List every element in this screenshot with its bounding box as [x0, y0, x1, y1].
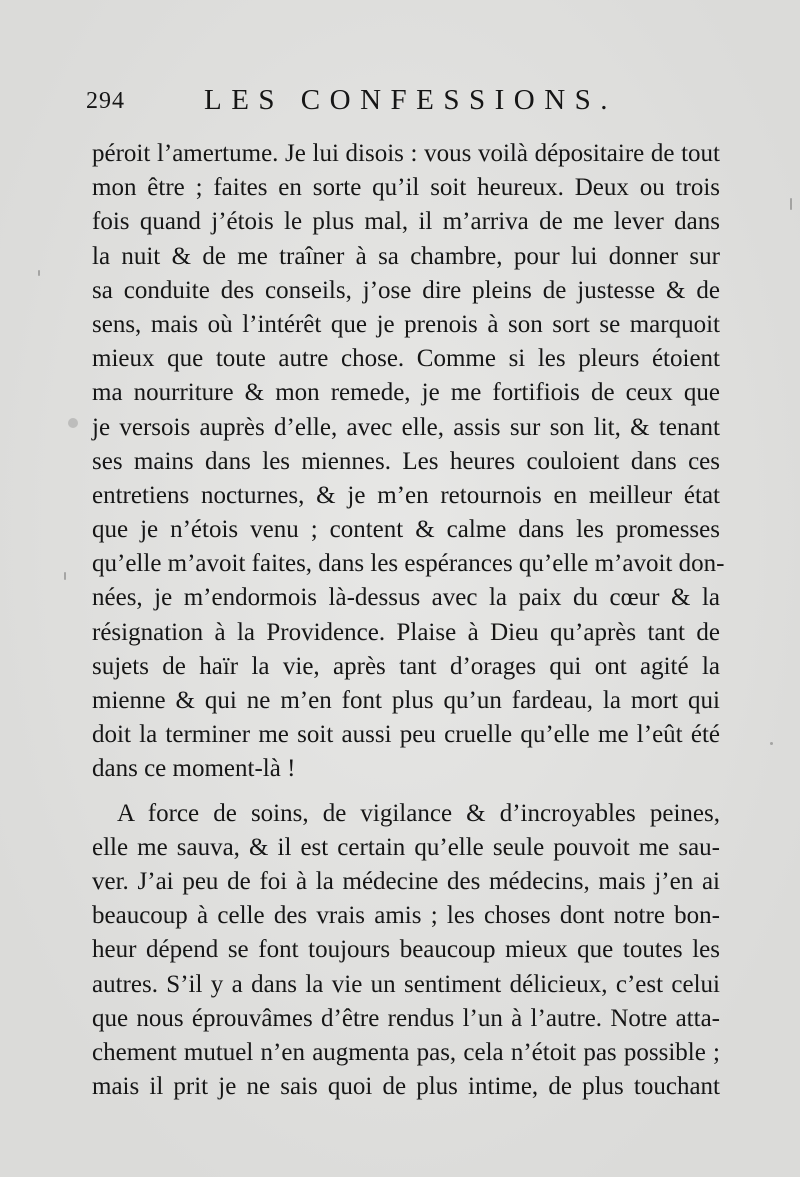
paper-speck: [38, 270, 40, 276]
text-line: qu’elle m’avoit faites, dans les espérances qu’elle m’avoit don-: [92, 550, 725, 578]
text-line: mais il prit je ne sais quoi de plus intime, de plus touchant: [92, 1073, 720, 1101]
text-line: mienne & qui ne m’en font plus qu’un fardeau, la mort qui: [92, 687, 720, 714]
text-line: que je n’étois venu ; content & calme dans les promesses: [92, 516, 720, 544]
text-line: elle me sauva, & il est certain qu’elle seule pouvoit me sau-: [92, 833, 720, 861]
text-line: heur dépend se font toujours beaucoup mieux que toutes les: [92, 936, 720, 964]
text-line: ses mains dans les miennes. Les heures couloient dans ces: [92, 447, 720, 475]
text-line: la nuit & de me traîner à sa chambre, pour lui donner sur: [92, 242, 720, 270]
paper-speck: [68, 418, 78, 428]
text-line: je versois auprès d’elle, avec elle, assis sur son lit, & tenant: [92, 413, 720, 441]
paragraph: [92, 137, 725, 787]
text-line: péroit l’amertume. Je lui disois : vous voilà dépositaire de tout: [92, 140, 720, 167]
text-line: mieux que toute autre chose. Comme si les pleurs étoient: [92, 345, 720, 373]
text-line: entretiens nocturnes, & je m’en retournois en meilleur état: [92, 481, 720, 509]
text-line: beaucoup à celle des vrais amis ; les choses dont notre bon-: [92, 902, 720, 930]
body-text: [92, 137, 725, 1104]
paper-speck: [770, 742, 773, 745]
paragraph: [92, 797, 720, 1105]
text-line: chement mutuel n’en augmenta pas, cela n’étoit pas possible ;: [92, 1038, 720, 1066]
page-header: [86, 84, 726, 124]
running-title: LES CONFESSIONS.: [204, 84, 618, 116]
text-line: que nous éprouvâmes d’être rendus l’un à l’autre. Notre atta-: [92, 1004, 720, 1032]
text-line: nées, je m’endormois là-dessus avec la paix du cœur & la: [92, 584, 720, 612]
text-line: ver. J’ai peu de foi à la médecine des médecins, mais j’en ai: [92, 867, 720, 895]
text-line: autres. S’il y a dans la vie un sentiment délicieux, c’est celui: [92, 970, 720, 998]
page-number: 294: [86, 88, 125, 114]
paper-speck: [64, 572, 66, 580]
paper-speck: [790, 198, 792, 210]
text-line: dans ce moment-là !: [92, 755, 296, 783]
text-line: fois quand j’étois le plus mal, il m’arriva de me lever dans: [92, 208, 720, 236]
text-line: sujets de haïr la vie, après tant d’orages qui ont agité la: [92, 652, 720, 680]
text-line: doit la terminer me soit aussi peu cruelle qu’elle me l’eût été: [92, 721, 720, 749]
text-line: mon être ; faites en sorte qu’il soit heureux. Deux ou trois: [92, 174, 720, 202]
text-line: ma nourriture & mon remede, je me fortifiois de ceux que: [92, 379, 720, 407]
text-line: sens, mais où l’intérêt que je prenois à son sort se marquoit: [92, 310, 720, 338]
text-line: sa conduite des conseils, j’ose dire pleins de justesse & de: [92, 276, 720, 304]
text-line: A force de soins, de vigilance & d’incroyables peines,: [117, 799, 720, 827]
text-line: résignation à la Providence. Plaise à Dieu qu’après tant de: [92, 618, 720, 646]
